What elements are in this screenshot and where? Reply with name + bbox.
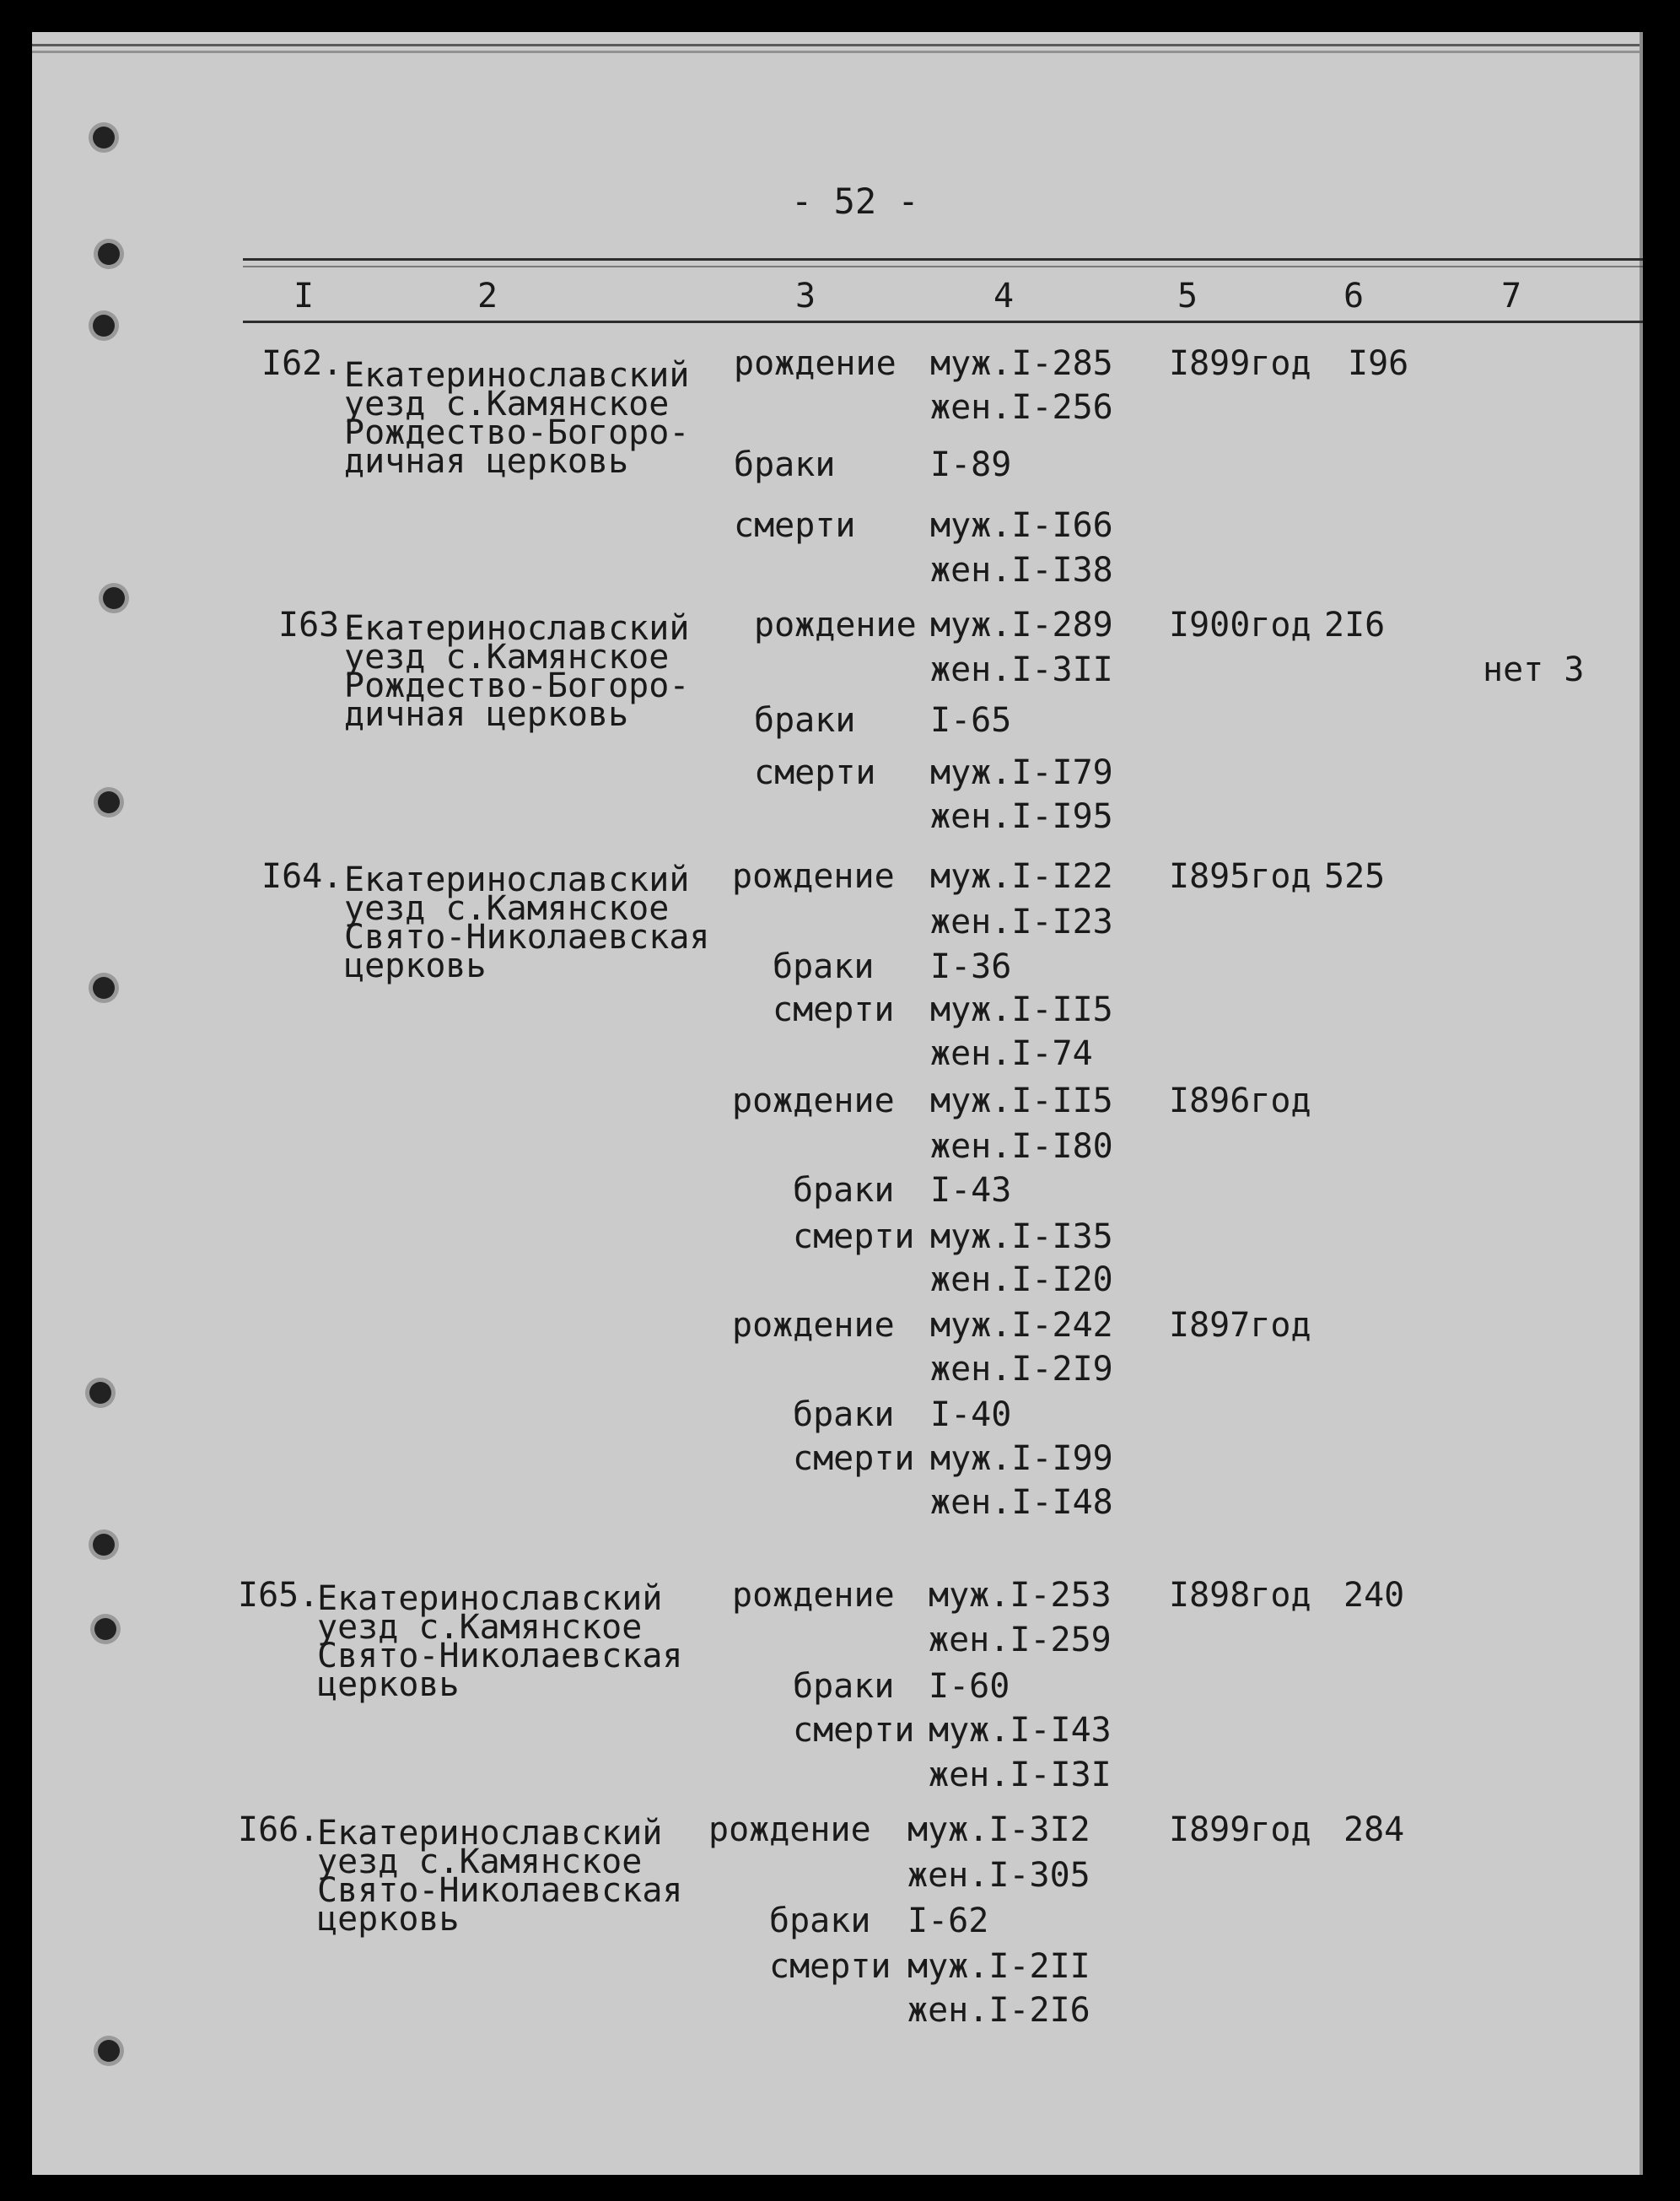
- page-top-edge: [32, 44, 1640, 46]
- record-count: жен.I-3II: [930, 650, 1113, 689]
- record-type: рождение: [754, 606, 917, 645]
- punch-hole: [94, 1618, 116, 1640]
- entry-description-line: церковь: [317, 1665, 460, 1704]
- record-type: браки: [793, 1667, 895, 1706]
- punch-hole: [93, 127, 115, 148]
- record-type: рождение: [732, 1306, 895, 1345]
- page-top-edge-2: [32, 51, 1640, 53]
- record-note: нет 3: [1483, 650, 1585, 689]
- record-count: I-36: [930, 947, 1012, 986]
- record-type: смерти: [793, 1439, 915, 1478]
- punch-hole: [93, 1534, 115, 1556]
- record-count: жен.I-I48: [930, 1483, 1113, 1522]
- record-count: муж.I-II5: [930, 990, 1113, 1029]
- record-type: браки: [754, 701, 856, 740]
- record-count: жен.I-256: [930, 388, 1113, 427]
- record-count: муж.I-3I2: [907, 1810, 1090, 1849]
- record-count: жен.I-I23: [930, 903, 1113, 941]
- punch-hole: [103, 587, 125, 609]
- punch-hole: [93, 315, 115, 337]
- record-count: муж.I-I43: [929, 1711, 1112, 1750]
- column-header-3: 3: [795, 277, 816, 316]
- record-count: жен.I-I3I: [929, 1756, 1112, 1794]
- entry-description-line: Екатеринославский: [317, 1579, 663, 1618]
- column-header-5: 5: [1177, 277, 1198, 316]
- column-header-1: I: [293, 277, 315, 316]
- record-count: муж.I-285: [930, 344, 1113, 383]
- record-type: браки: [769, 1902, 871, 1940]
- punch-hole: [89, 1382, 111, 1404]
- entry-description-line: дичная церковь: [344, 442, 629, 481]
- entry-description-line: Екатеринославский: [317, 1814, 663, 1853]
- header-top-rule: [243, 258, 1643, 261]
- record-year: I898год: [1169, 1576, 1311, 1615]
- record-total: 240: [1343, 1576, 1405, 1615]
- record-year: I897год: [1169, 1306, 1311, 1345]
- record-count: жен.I-305: [907, 1856, 1090, 1895]
- punch-hole: [98, 791, 120, 813]
- column-header-4: 4: [993, 277, 1015, 316]
- entry-description-line: уезд с.Камянское: [344, 385, 670, 423]
- entry-description-line: уезд с.Камянское: [317, 1842, 643, 1881]
- record-type: смерти: [793, 1217, 915, 1256]
- entry-number: I65.: [238, 1576, 320, 1615]
- entry-description-line: дичная церковь: [344, 695, 629, 734]
- entry-description-line: Свято-Николаевская: [344, 918, 710, 957]
- entry-number: I63.: [278, 606, 360, 645]
- entry-number: I64.: [261, 857, 343, 896]
- punch-hole: [98, 2040, 120, 2062]
- record-year: I900год: [1169, 606, 1311, 645]
- record-count: I-40: [930, 1395, 1012, 1434]
- entry-description-line: Рождество-Богоро-: [344, 666, 690, 705]
- column-header-6: 6: [1343, 277, 1365, 316]
- entry-number: I62.: [261, 344, 343, 383]
- record-count: жен.I-2I9: [930, 1350, 1113, 1389]
- record-count: муж.I-I35: [930, 1217, 1113, 1256]
- punch-hole: [93, 977, 115, 999]
- record-type: смерти: [773, 990, 895, 1029]
- record-type: браки: [793, 1171, 895, 1210]
- record-type: рождение: [732, 857, 895, 896]
- entry-number: I66.: [238, 1810, 320, 1849]
- record-type: браки: [793, 1395, 895, 1434]
- record-count: жен.I-I80: [930, 1127, 1113, 1166]
- record-type: рождение: [732, 1082, 895, 1120]
- record-count: муж.I-I66: [930, 506, 1113, 545]
- entry-description-line: Свято-Николаевская: [317, 1637, 683, 1675]
- record-count: жен.I-I95: [930, 797, 1113, 836]
- record-count: жен.I-I20: [930, 1260, 1113, 1299]
- header-bottom-rule: [243, 321, 1643, 323]
- entry-description-line: уезд с.Камянское: [317, 1608, 643, 1647]
- record-type: рождение: [734, 344, 897, 383]
- record-type: браки: [734, 445, 836, 484]
- record-type: смерти: [754, 753, 876, 792]
- record-count: жен.I-259: [929, 1621, 1112, 1659]
- entry-description-line: Екатеринославский: [344, 609, 690, 648]
- column-header-7: 7: [1501, 277, 1522, 316]
- record-count: муж.I-I99: [930, 1439, 1113, 1478]
- record-total: 284: [1343, 1810, 1405, 1849]
- record-count: жен.I-I38: [930, 551, 1113, 590]
- record-count: муж.I-I79: [930, 753, 1113, 792]
- record-type: смерти: [734, 506, 856, 545]
- record-total: 525: [1324, 857, 1386, 896]
- entry-description-line: Екатеринославский: [344, 356, 690, 395]
- record-count: жен.I-74: [930, 1034, 1093, 1073]
- record-count: I-62: [907, 1902, 989, 1940]
- entry-description-line: Екатеринославский: [344, 860, 690, 899]
- record-type: смерти: [769, 1947, 891, 1986]
- record-count: I-89: [930, 445, 1012, 484]
- document-page: [32, 32, 1643, 2175]
- record-count: муж.I-2II: [907, 1947, 1090, 1986]
- entry-description-line: Свято-Николаевская: [317, 1871, 683, 1910]
- record-type: рождение: [732, 1576, 895, 1615]
- record-year: I896год: [1169, 1082, 1311, 1120]
- entry-description-line: уезд с.Камянское: [344, 889, 670, 928]
- record-count: муж.I-242: [930, 1306, 1113, 1345]
- entry-description-line: церковь: [344, 947, 487, 985]
- record-count: I-43: [930, 1171, 1012, 1210]
- record-count: жен.I-2I6: [907, 1991, 1090, 2030]
- entry-description-line: Рождество-Богоро-: [344, 413, 690, 452]
- record-year: I895год: [1169, 857, 1311, 896]
- record-count: муж.I-289: [930, 606, 1113, 645]
- column-header-2: 2: [477, 277, 498, 316]
- record-count: I-60: [929, 1667, 1010, 1706]
- record-type: смерти: [793, 1711, 915, 1750]
- entry-description-line: церковь: [317, 1900, 460, 1939]
- record-total: 2I6: [1324, 606, 1386, 645]
- record-type: рождение: [708, 1810, 871, 1849]
- page-number: - 52 -: [791, 181, 919, 222]
- record-year: I899год: [1169, 1810, 1311, 1849]
- record-year: I899год: [1169, 344, 1311, 383]
- entry-description-line: уезд с.Камянское: [344, 638, 670, 677]
- record-type: браки: [773, 947, 875, 986]
- record-total: I96: [1348, 344, 1409, 383]
- record-count: муж.I-253: [929, 1576, 1112, 1615]
- record-count: I-65: [930, 701, 1012, 740]
- header-top-rule-2: [243, 266, 1643, 267]
- punch-hole: [98, 243, 120, 265]
- record-count: муж.I-I22: [930, 857, 1113, 896]
- record-count: муж.I-II5: [930, 1082, 1113, 1120]
